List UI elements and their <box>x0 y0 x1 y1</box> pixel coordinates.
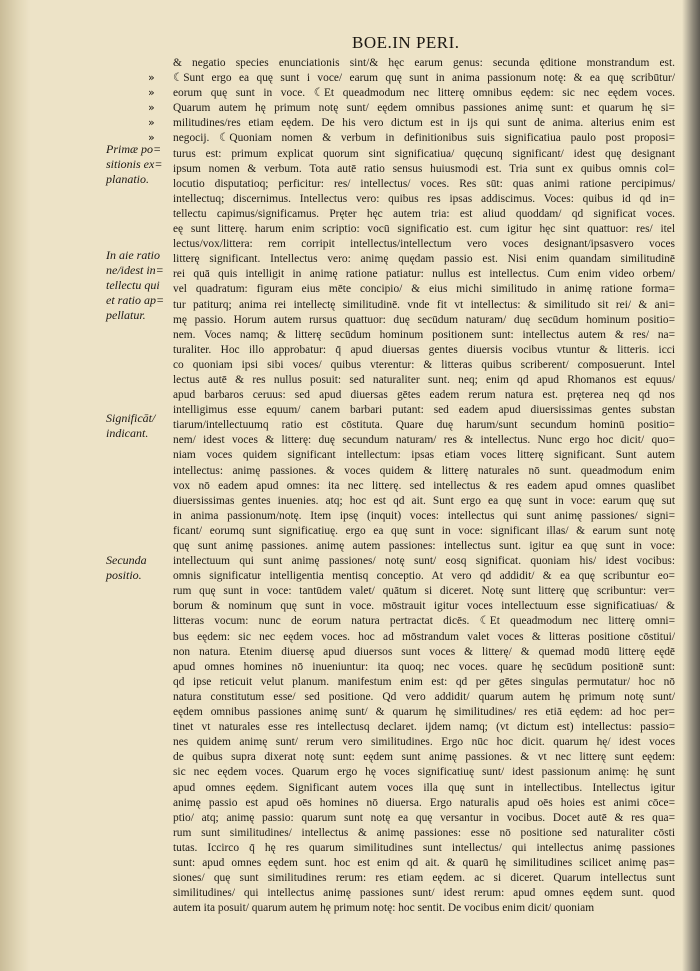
side-note-line: sitionis ex= <box>106 157 163 171</box>
text-line: tinet vt naturales esse res intellectusq declaret. ijdem namq; (vt dictum est) intellectus: passio= <box>173 721 675 734</box>
text-line: litteras vocum: nunc de eorum natura pertractat dicēs. ☾Et queadmodum nec litterę omni= <box>173 615 675 628</box>
text-line: eorum quę sunt in voce. ☾Et queadmodum nec litterę omnibus eędem: sic nec eędem voces. <box>173 87 675 100</box>
text-line: bus eędem: sic nec eędem voces. hoc ad mōstrandum valet voces & litteras positione cōstitui/ <box>173 630 675 643</box>
text-line: similitudines/ qui intellectus animę passiones sunt/ idest rerum: apud omnes eędem sunt. quod <box>173 887 675 900</box>
side-note-line: tellectu qui <box>106 278 160 292</box>
side-note-line: Secunda <box>106 553 147 567</box>
text-line: sic nec eędem voces. Quarum ergo hę voces significatiuę sunt/ idest passionum animę: hę sunt <box>173 766 675 779</box>
text-line: apud barbaros ceruus: sed apud diuersas gētes eadem rerum natura est. pręterea neq qd nos <box>173 389 675 402</box>
text-line: diuersissimas gentes inuenies. atq; hoc est qd ait. Sunt ergo ea quę sunt in voce: earum quę sut <box>173 494 675 507</box>
text-line: tellectu capimus/significamus. Pręter hęc autem tria: est aliud quoddam/ qd significat voces. <box>173 207 675 220</box>
margin-quote-mark: » <box>148 131 155 145</box>
side-note-line: Primæ po= <box>106 142 162 156</box>
text-line: lectus autē & res nullus posuit: sed naturaliter sunt. neq; enim qd apud Rhomanos est equus/ <box>173 373 675 386</box>
text-line: lectus/vox/littera: rem corripit intellectus/intellectum vero voces designant/ipsasvero voces <box>173 238 675 251</box>
text-line: tur patiturq; anima rei intellectę similitudinē. vnde fit vt intellectus: & similitudo sit rei/ & ani= <box>173 298 675 311</box>
text-line: rum quę sunt in voce: tantūdem valet/ quātum si diceret. Notę sunt litterę quę scribuntur: ver= <box>173 585 675 598</box>
text-line: intellectus: animę passiones. & voces quidem & litterę naturales nō sunt. queadmodum enim <box>173 464 675 477</box>
text-line: quę sunt animę passiones. animę autem passiones: intellectus sunt. igitur ea quę sunt in voce: <box>173 540 675 552</box>
side-note-line: Significāt/ <box>106 411 156 425</box>
text-line: vel quadratum: figuram eius mēte concipio/ & eius michi similitudo in animę ratione forma= <box>173 283 675 296</box>
side-note-line: indicant. <box>106 426 149 440</box>
text-line: qd ipse reticuit velut planum. manifestum enim est: qd per gētes singulas permutatur/ hoc nō <box>173 675 675 688</box>
side-note-line: et ratio ap= <box>106 293 165 307</box>
text-line: intellectuq; discernimus. Intellectus vero: quibus res ipsas addiscimus. Voces: quibus id qd in= <box>173 192 675 205</box>
text-line: ipsum nomen & verbum. Tota autē ratio sensus huiusmodi est. Tria sunt ex quibus omnis col= <box>173 162 675 175</box>
text-line: niam voces quidem significant intellectum: ipsas etiam voces litterę significant. Sunt autem <box>173 449 675 462</box>
text-line: siones/ quę sunt similitudines rerum: res etiam eędem. ac si diceret. Quarum intellectus sunt <box>173 872 675 885</box>
text-line: rei quā quis intelligit in animę ratione patiatur: nullus est intellectus. Cum enim video orbem/ <box>173 268 675 281</box>
side-note-line: positio. <box>106 568 142 582</box>
text-line: tiarum/intellectuumq ratio est cōstituta. Quare duę harum/sunt secundum hominū positio= <box>173 419 675 432</box>
text-line: eędem omnibus passiones animę sunt/ & quarum hę similitudines/ res etiā eędem: ad hoc per= <box>173 706 675 719</box>
margin-marks <box>148 70 155 145</box>
side-note-line: pellatur. <box>106 308 146 322</box>
text-line: intellectuum qui sunt animę passiones/ notę sunt/ eosq significat. quoniam his/ idest vocibus: <box>173 555 675 568</box>
text-line: rum sunt similitudines/ intellectus & animę passiones: esse nō positione sed naturaliter cōsti <box>173 826 675 839</box>
side-note-significant <box>106 411 155 441</box>
text-line: turaliter. Hoc illo approbatur: q̄ apud diuersas gentes diuersis vocibus vtuntur & litteris. icci <box>173 343 675 356</box>
text-line: ptio/ atq; animę passio: quarum sunt notę ea quę versantur in vocibus. Docet autē & res qua= <box>173 811 675 824</box>
side-note-line: ne/idest in= <box>106 263 164 277</box>
text-line: co quoniam ipsi sibi voces/ quibus vterentur: & litteras quibus scriberent/ composuerunt. Intel <box>173 358 675 371</box>
text-line: apud omnes homines nō inueniuntur: ita quoq; nec voces. quare hę secūdum positionē sunt: <box>173 660 675 673</box>
text-line: sunt: apud omnes eędem sunt. hoc est enim qd ait. & quarū hę similitudines scilicet animę pas= <box>173 856 675 869</box>
text-line: nem/ idest voces & litterę: duę secundum naturam/ res & intellectus. Nunc ergo hoc dicit/ quo= <box>173 434 675 447</box>
text-line: intelligimus esse equum/ canem barbari putant: sed eadem apud diuersissimas gentes substan <box>173 404 675 417</box>
side-note-primae-positionis <box>106 142 162 187</box>
text-line: turus est: primum explicat quorum sint significatiua/ quęcunq significant/ idest quę designant <box>173 147 675 160</box>
text-line: negocij. ☾Quoniam nomen & verbum in definitionibus suis significatiua paulo post proposi= <box>173 132 675 145</box>
text-line: de quibus supra dixerat notę sunt: eędem sunt animę passiones. & vt nec litterę sunt eędem: <box>173 751 675 764</box>
text-line: nes quidem animę sunt/ rerum vero similitudines. Ergo nūc hoc dicit. quarum hę/ idest voces <box>173 736 675 749</box>
side-note-in-anime-ratione <box>106 248 164 323</box>
text-line: animę passio est apud oēs homines nō diuersa. Ergo naturalis apud oēs hoies est animi cōce= <box>173 796 675 809</box>
text-line: natura constitutum esse/ sed positione. Qd vero addidit/ quarum autem hę primum notę sunt/ <box>173 690 675 703</box>
margin-quote-mark: » <box>148 116 155 130</box>
text-line: omnis significatur intelligentia mentisq conceptio. At vero qd addidit/ & ea quę scribuntur eo= <box>173 570 675 583</box>
text-line: ficant/ eorumq sunt significatiuę. ergo ea quę sunt in voce: significant illas/ & earum sunt notę <box>173 524 675 537</box>
text-line: mę passio. Horum autem rursus quattuor: duę secūdum naturam/ duę secūdum hominum positio= <box>173 313 675 326</box>
side-note-line: In aie ratio <box>106 248 160 262</box>
text-line: litterę significant. Intellectus vero: animę quędam passio est. Nisi enim quandam similitudinē <box>173 253 675 266</box>
text-line: non natura. Etenim diuersę apud diuersos sunt voces & litterę/ & quemad modū litterę eędē <box>173 645 675 658</box>
text-line: borum & nominum quę sunt in voce. mōstrauit igitur voces intellectuum esse significatiuas/ & <box>173 600 675 613</box>
text-line: eę sunt litterę. harum enim scriptio: vocū significatio est. cum igitur hęc sint quattuor: res/ itel <box>173 223 675 236</box>
text-line: Quarum autem hę primum notę sunt/ eędem omnibus passiones animę sunt: et quarum hę si= <box>173 102 675 115</box>
running-header: BOE.IN PERI. <box>352 33 460 52</box>
text-line: apud omnes eędem. Significant autem voces illa quę sunt in intellectibus. Intellectus igitur <box>173 781 675 794</box>
text-line: vox nō eadem apud omnes: ita nec litterę. sed intellectus & res eadem apud omnes quaslibet <box>173 479 675 492</box>
side-note-line: planatio. <box>106 172 150 186</box>
text-line: nem. Voces namq; & litterę secūdum hominum positionem sunt: intellectus autem & res/ na= <box>173 328 675 341</box>
text-line: autem ita posuit/ quarum autem hę primum notę: hoc sentit. De vocibus enim dicit/ quoniam <box>173 902 595 915</box>
text-line: tutas. Iccirco q̄ hę res quarum similitudines sunt intellectus/ qui intellectus animę passiones <box>173 841 675 854</box>
main-text-block <box>173 56 675 916</box>
text-line: in anima passionum/notę. Item ipsę (inquit) voces: intellectus qui sunt animę passiones/ signi= <box>173 509 675 522</box>
text-line: militudines/res etiam eędem. De his vero dictum est in ijs qui sunt de anima. alterius enim est <box>173 117 675 130</box>
text-line: & negatio species enunciationis sint/& hęc earum genus: secunda ęditione monstrandum est. <box>173 57 675 69</box>
margin-quote-mark: » <box>148 101 155 115</box>
margin-quote-mark: » <box>148 71 155 84</box>
text-line: ☾Sunt ergo ea quę sunt i voce/ earum quę sunt in anima passionum notę: & ea quę scribūtur/ <box>173 72 675 85</box>
margin-quote-mark: » <box>148 86 155 100</box>
text-line: locutio disputatioq; perficitur: res/ intellectus/ voces. Res sūt: quas animi ratione percipimus/ <box>173 177 675 190</box>
side-note-secunda-positio <box>106 553 147 583</box>
